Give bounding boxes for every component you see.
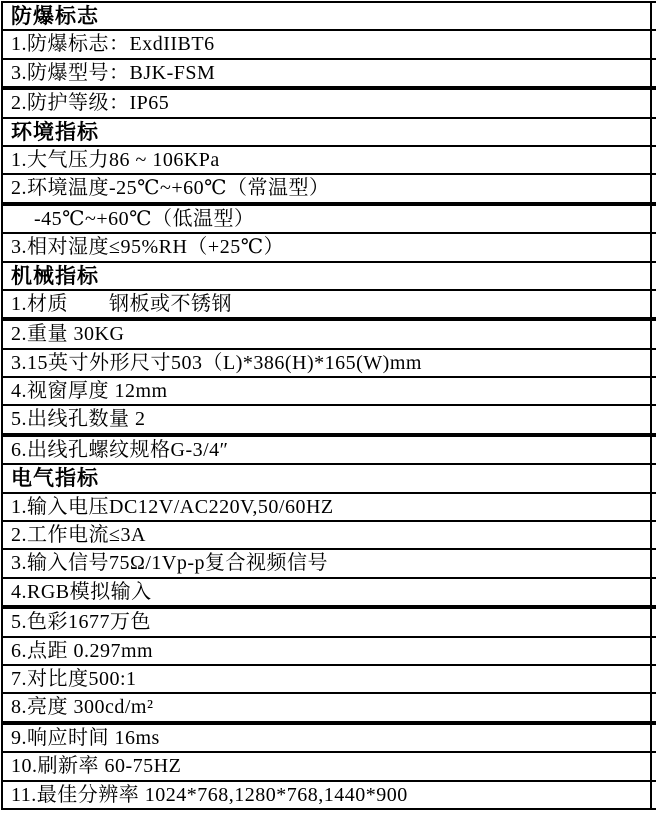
spec-text: 6.出线孔螺纹规格G-3/4″ — [11, 438, 229, 461]
spec-text: 8.亮度 300cd/m² — [11, 696, 154, 719]
spec-row-continuation — [3, 206, 656, 234]
spec-text: 4.RGB模拟输入 — [11, 580, 152, 603]
spec-row — [3, 350, 656, 378]
spec-text: 3.相对湿度≤95%RH（+25℃） — [11, 236, 285, 259]
spec-row — [3, 609, 656, 637]
spec-row — [3, 31, 656, 59]
spec-text: 4.视窗厚度 12mm — [11, 380, 168, 403]
spec-row — [3, 494, 656, 522]
spec-row — [3, 291, 656, 321]
spec-text: 5.出线孔数量 2 — [11, 408, 146, 431]
spec-text: 5.色彩1677万色 — [11, 611, 151, 634]
spec-row — [3, 782, 656, 810]
spec-row — [3, 234, 656, 262]
section-title: 机械指标 — [11, 263, 99, 288]
spec-text: 1.大气压力86 ~ 106KPa — [11, 148, 220, 171]
spec-row — [3, 147, 656, 175]
spec-text: 2.环境温度-25℃~+60℃（常温型） — [11, 177, 330, 200]
spec-row — [3, 321, 656, 349]
spec-text: 3.输入信号75Ω/1Vp-p复合视频信号 — [11, 552, 329, 575]
spec-text: 2.防护等级：IP65 — [11, 92, 170, 115]
spec-row — [3, 175, 656, 205]
section-title: 环境指标 — [11, 119, 99, 144]
spec-table — [1, 1, 656, 810]
spec-row — [3, 90, 656, 118]
spec-row — [3, 694, 656, 724]
spec-text: 7.对比度500:1 — [11, 667, 137, 690]
spec-row — [3, 406, 656, 436]
spec-row — [3, 550, 656, 578]
spec-text: 2.工作电流≤3A — [11, 524, 146, 547]
spec-text: 10.刷新率 60-75HZ — [11, 755, 182, 778]
spec-row — [3, 60, 656, 90]
section-header-mechanical — [3, 263, 656, 291]
spec-row — [3, 437, 656, 465]
spec-row — [3, 666, 656, 694]
spec-text: 9.响应时间 16ms — [11, 726, 160, 749]
spec-row — [3, 638, 656, 666]
spec-text: 6.点距 0.297mm — [11, 639, 154, 662]
table-right-border — [650, 1, 652, 809]
spec-text: 1.材质 钢板或不锈钢 — [11, 292, 232, 315]
spec-text: 3.15英寸外形尺寸503（L)*386(H)*165(W)mm — [11, 351, 422, 374]
section-title: 防爆标志 — [11, 4, 99, 28]
spec-text: 1.防爆标志：ExdIIBT6 — [11, 33, 215, 56]
spec-text: 2.重量 30KG — [11, 323, 125, 346]
section-header-environment — [3, 119, 656, 147]
spec-row — [3, 522, 656, 550]
spec-text: 3.防爆型号：BJK-FSM — [11, 61, 216, 84]
spec-row — [3, 725, 656, 753]
section-header-electrical — [3, 465, 656, 493]
spec-row — [3, 378, 656, 406]
spec-row — [3, 579, 656, 609]
spec-row — [3, 753, 656, 781]
section-title: 电气指标 — [11, 466, 99, 491]
spec-text: 1.输入电压DC12V/AC220V,50/60HZ — [11, 495, 334, 518]
section-header-explosion-proof — [3, 3, 656, 31]
spec-text: 11.最佳分辨率 1024*768,1280*768,1440*900 — [11, 783, 408, 806]
spec-text: -45℃~+60℃（低温型） — [34, 207, 255, 230]
